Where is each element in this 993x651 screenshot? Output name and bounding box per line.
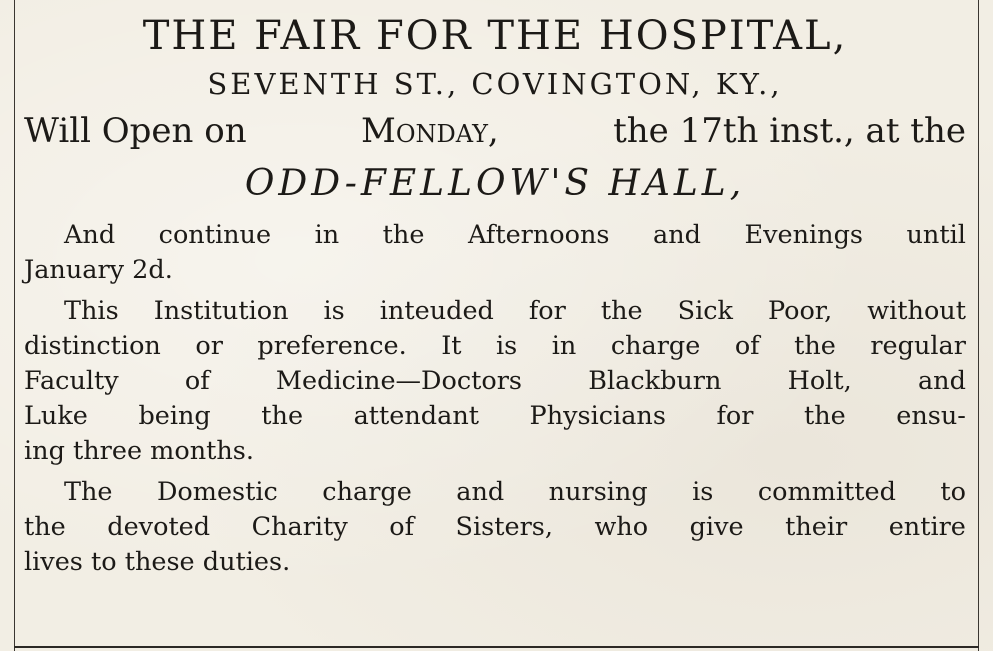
paragraph-continuation (24, 218, 966, 288)
opening-line (24, 106, 966, 156)
text-line-content: January 2d. (24, 255, 173, 285)
text-line-content: lives to these duties. (24, 547, 291, 577)
advertisement (24, 10, 966, 580)
text-line (24, 253, 966, 288)
venue-name: ODD-FELLOW'S HALL, (244, 163, 746, 204)
text-line: The Domestic charge and nursing is committed to (64, 477, 966, 507)
text-line: distinction or preference. It is in charge of the regular (24, 331, 966, 361)
text-line-content: ing three months. (24, 436, 254, 466)
paragraph-institution (24, 294, 966, 469)
text-line (24, 434, 966, 469)
text-line: Luke being the attendant Physicians for the ensu- (24, 401, 966, 431)
text-line: Faculty of Medicine—Doctors Blackburn Holt, and (24, 366, 966, 396)
text-line: And continue in the Afternoons and Evenings until (64, 220, 966, 250)
bottom-rule (14, 646, 979, 648)
text-line (24, 545, 966, 580)
text-line: This Institution is inteuded for the Sick Poor, without (64, 296, 966, 326)
opening-part-1: Will Open on (24, 111, 247, 151)
paragraph-domestic-charge (24, 475, 966, 580)
left-column-rule (14, 0, 15, 651)
headline: THE FAIR FOR THE HOSPITAL, (142, 13, 848, 59)
opening-part-2: the 17th inst., at the (613, 111, 966, 151)
text-line: the devoted Charity of Sisters, who give their entire (24, 512, 966, 542)
opening-day: Monday, (361, 111, 499, 151)
right-column-rule (978, 0, 979, 651)
address-subhead: SEVENTH ST., COVINGTON, KY., (207, 67, 783, 101)
